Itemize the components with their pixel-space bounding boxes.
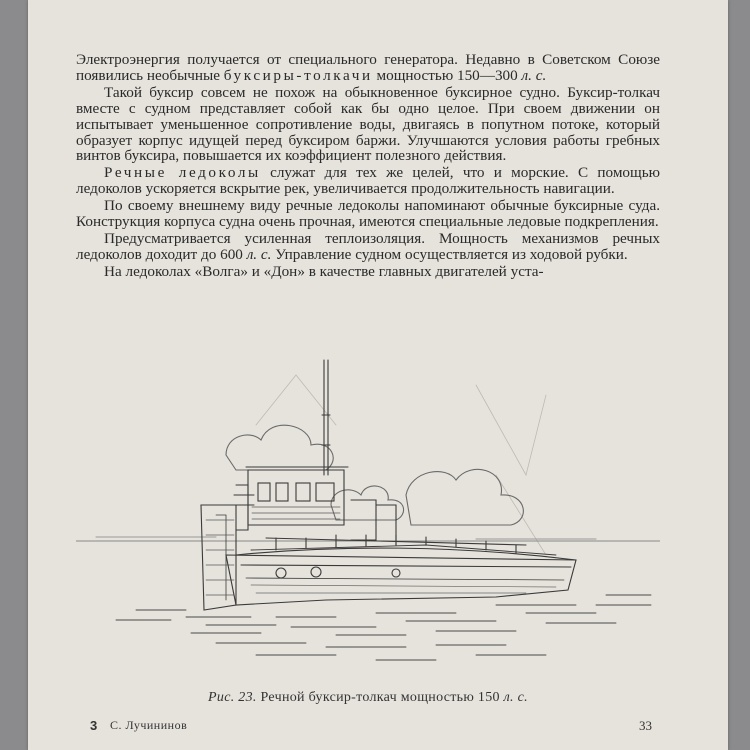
text-run: Электроэнергия получается от специального генератора. Недавно в Советском Союзе появились необычные bbox=[76, 51, 660, 84]
towboat-illustration bbox=[76, 355, 660, 675]
paragraph-p4 bbox=[76, 198, 660, 230]
text-run: служат для тех же целей, что и морские. С помощью ледоколов ускоряется вскрытие рек, увеличивается продолжительность навигации. bbox=[76, 164, 660, 198]
body-text bbox=[76, 52, 660, 281]
figure-caption bbox=[76, 690, 660, 706]
text-run: По своему внешнему виду речные ледоколы напоминают обычные буксирные суда. Конструкция корпуса судна очень прочная, имеются специальные ледовые подкрепления. bbox=[76, 197, 660, 231]
text-run: Предусматривается усиленная теплоизоляция. Мощность механизмов речных ледоколов доходит до 600 bbox=[76, 229, 660, 263]
caption-unit: л. с. bbox=[503, 690, 528, 705]
signature-author: С. Лучининов bbox=[110, 718, 188, 732]
text-run: л. с. bbox=[246, 245, 272, 263]
text-run: Управление судном осуществляется из ходовой рубки. bbox=[271, 245, 628, 263]
paragraph-p5 bbox=[76, 231, 660, 263]
paragraph-p1 bbox=[76, 52, 660, 84]
paragraph-p2 bbox=[76, 85, 660, 165]
caption-prefix: Рис. 23. bbox=[208, 690, 257, 705]
signature-number: 3 bbox=[90, 718, 98, 733]
text-run: л. с. bbox=[521, 66, 547, 84]
text-run: буксиры-толкачи bbox=[223, 66, 373, 84]
text-run: Такой буксир совсем не похож на обыкновенное буксирное судно. Буксир-толкач вместе с судном представляет собой как бы одно целое. При своем движении он испытывает уменьшенное сопротивление воды, двигаясь в попутном потоке, который образует корпус идущей перед буксиром баржи. Улучшаются условия работы гребных винтов буксира, повышается их коэффициент полезного действия. bbox=[76, 83, 660, 165]
paragraph-p6 bbox=[76, 264, 660, 280]
paragraph-p3 bbox=[76, 165, 660, 197]
caption-text: Речной буксир-толкач мощностью 150 bbox=[260, 690, 504, 705]
page-footer bbox=[76, 718, 660, 738]
page-number: 33 bbox=[639, 718, 652, 733]
text-run: Речные ледоколы bbox=[104, 164, 261, 182]
book-page bbox=[28, 0, 728, 750]
text-run: мощностью 150—300 bbox=[372, 66, 522, 84]
text-run: На ледоколах «Волга» и «Дон» в качестве главных двигателей уста- bbox=[104, 262, 544, 280]
